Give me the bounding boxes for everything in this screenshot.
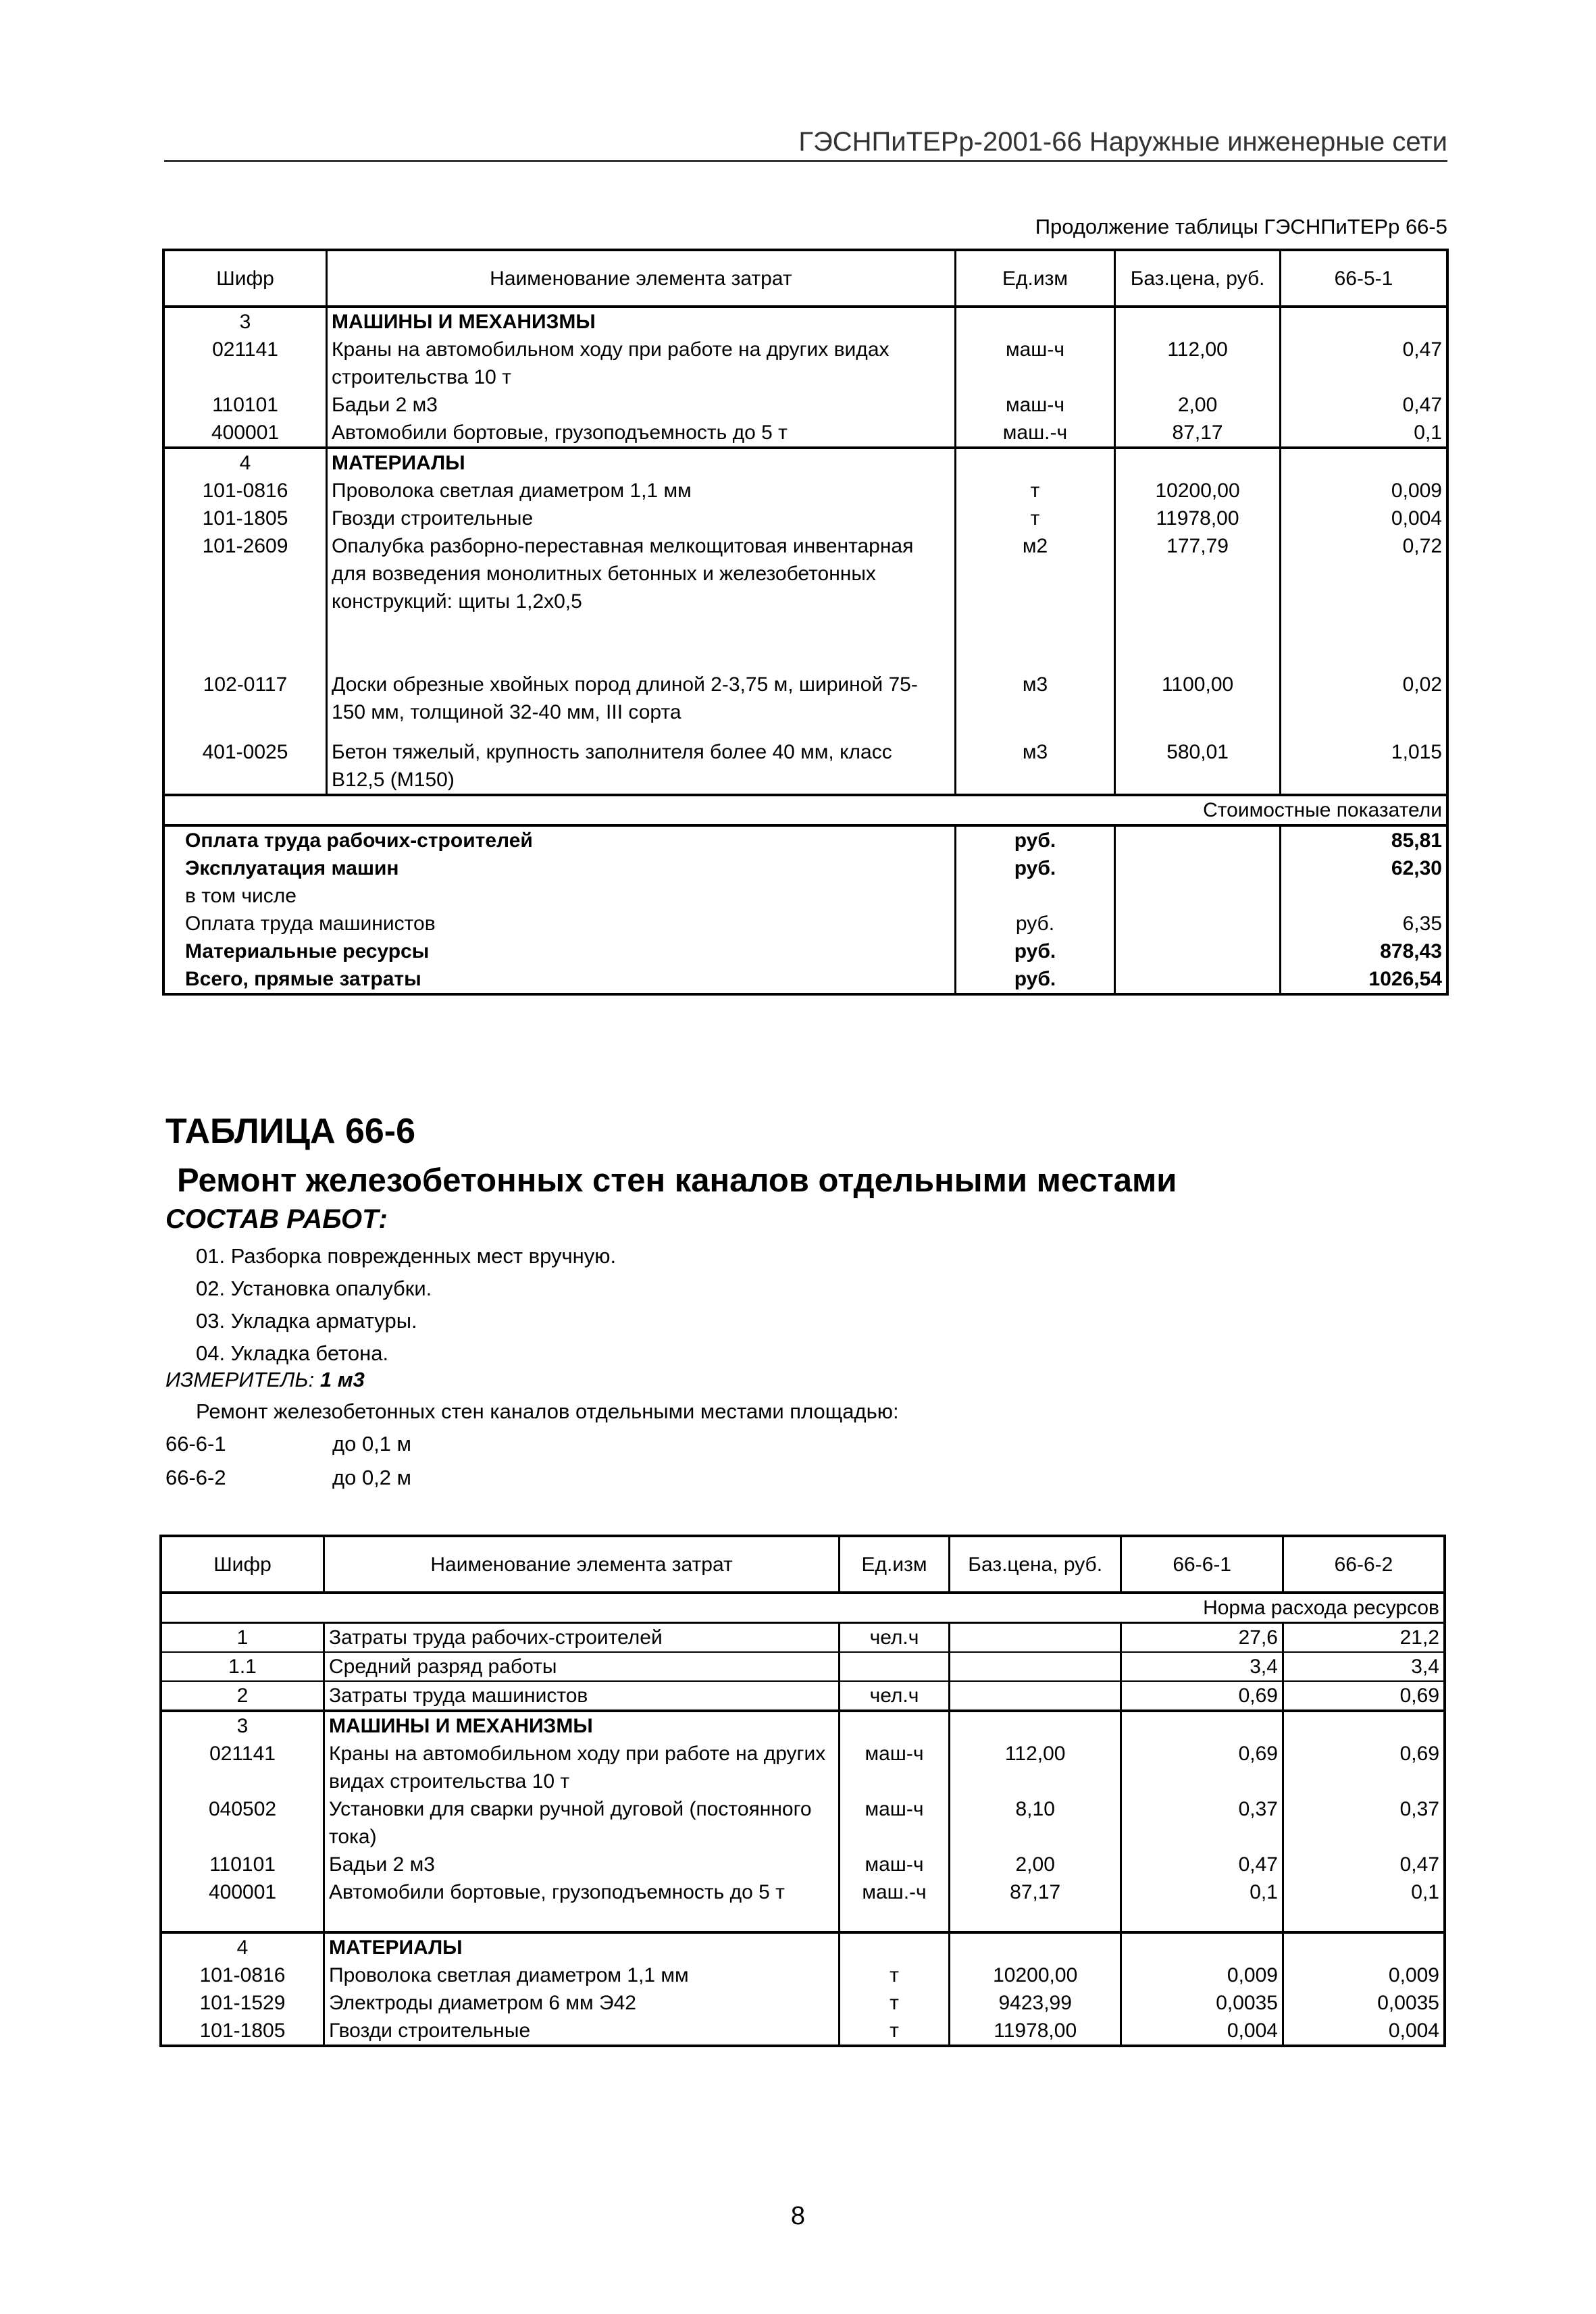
norm-title-row bbox=[161, 1593, 1445, 1623]
unit-cell: чел.ч bbox=[840, 1681, 950, 1711]
unit-cell: т bbox=[840, 1961, 950, 1989]
value-cell: 3,4 bbox=[1283, 1652, 1445, 1681]
value-cell: 0,72 bbox=[1280, 532, 1447, 671]
unit-cell bbox=[840, 1652, 950, 1681]
value-cell bbox=[1280, 448, 1447, 477]
code-cell: 400001 bbox=[163, 419, 327, 448]
value-cell: 0,0035 bbox=[1121, 1989, 1283, 2017]
cost-row bbox=[163, 854, 1447, 882]
name-cell: Проволока светлая диаметром 1,1 мм bbox=[327, 477, 956, 505]
cost-unit-cell bbox=[955, 882, 1115, 910]
empty-cell bbox=[1115, 937, 1281, 965]
price-cell: 10200,00 bbox=[949, 1961, 1121, 1989]
variant-desc: до 0,1 м bbox=[332, 1432, 411, 1456]
value-cell: 0,009 bbox=[1121, 1961, 1283, 1989]
value-cell bbox=[1283, 1932, 1445, 1961]
code-cell: 101-2609 bbox=[163, 532, 327, 671]
empty-cell bbox=[1115, 825, 1281, 854]
value-cell: 0,37 bbox=[1283, 1795, 1445, 1851]
table-continuation-caption: Продолжение таблицы ГЭСНПиТЕРр 66-5 bbox=[1035, 215, 1447, 238]
cost-value-cell bbox=[1280, 882, 1447, 910]
section-row bbox=[163, 448, 1447, 477]
work-list bbox=[196, 1240, 1479, 1370]
cost-unit-cell: руб. bbox=[955, 854, 1115, 882]
table-row bbox=[161, 2017, 1445, 2046]
price-cell: 580,01 bbox=[1115, 738, 1281, 795]
unit-cell: маш-ч bbox=[840, 1795, 950, 1851]
name-cell: Бадьи 2 м3 bbox=[327, 391, 956, 419]
work-item: 01. Разборка поврежденных мест вручную. bbox=[196, 1244, 617, 1268]
empty-cell bbox=[1115, 965, 1281, 994]
name-cell: МАШИНЫ И МЕХАНИЗМЫ bbox=[327, 307, 956, 336]
cost-name-cell: Оплата труда рабочих-строителей bbox=[163, 825, 955, 854]
price-cell: 2,00 bbox=[1115, 391, 1281, 419]
unit-cell: маш.-ч bbox=[955, 419, 1115, 448]
price-cell: 1100,00 bbox=[1115, 671, 1281, 738]
variant-row bbox=[165, 1432, 411, 1456]
name-cell: Бадьи 2 м3 bbox=[324, 1851, 840, 1878]
table-row bbox=[161, 1961, 1445, 1989]
value-cell: 0,1 bbox=[1121, 1878, 1283, 1932]
table-row bbox=[163, 477, 1447, 505]
table-row bbox=[163, 336, 1447, 391]
value-cell: 0,1 bbox=[1283, 1878, 1445, 1932]
resource-table-66-5 bbox=[162, 249, 1449, 996]
value-cell: 0,69 bbox=[1283, 1740, 1445, 1795]
code-cell: 1.1 bbox=[161, 1652, 324, 1681]
work-item: 02. Установка опалубки. bbox=[196, 1277, 432, 1300]
cost-name-cell: Эксплуатация машин bbox=[163, 854, 955, 882]
resource-table-66-6 bbox=[159, 1535, 1446, 2047]
price-cell: 11978,00 bbox=[1115, 505, 1281, 532]
cost-row bbox=[163, 882, 1447, 910]
column-header: Баз.цена, руб. bbox=[1115, 250, 1281, 307]
name-cell: Автомобили бортовые, грузоподъемность до 5 т bbox=[324, 1878, 840, 1932]
table-row bbox=[163, 671, 1447, 738]
column-header: 66-6-1 bbox=[1121, 1536, 1283, 1593]
cost-value-cell: 1026,54 bbox=[1280, 965, 1447, 994]
value-cell bbox=[1283, 1711, 1445, 1740]
cost-name-cell: Всего, прямые затраты bbox=[163, 965, 955, 994]
unit-cell bbox=[955, 307, 1115, 336]
empty-cell bbox=[1115, 882, 1281, 910]
table-row bbox=[161, 1989, 1445, 2017]
column-header: 66-5-1 bbox=[1280, 250, 1447, 307]
value-cell: 0,47 bbox=[1280, 336, 1447, 391]
code-cell: 101-1805 bbox=[161, 2017, 324, 2046]
code-cell: 021141 bbox=[163, 336, 327, 391]
price-cell bbox=[949, 1932, 1121, 1961]
unit-cell: м2 bbox=[955, 532, 1115, 671]
code-cell: 102-0117 bbox=[163, 671, 327, 738]
variant-code: 66-6-1 bbox=[165, 1432, 226, 1456]
table-row bbox=[161, 1681, 1445, 1711]
price-cell: 2,00 bbox=[949, 1851, 1121, 1878]
value-cell: 0,02 bbox=[1280, 671, 1447, 738]
work-item: 03. Укладка арматуры. bbox=[196, 1309, 417, 1333]
measure-value: 1 м3 bbox=[319, 1368, 365, 1391]
price-cell bbox=[949, 1681, 1121, 1711]
value-cell: 3,4 bbox=[1121, 1652, 1283, 1681]
value-cell: 0,47 bbox=[1283, 1851, 1445, 1878]
unit-cell: маш-ч bbox=[840, 1740, 950, 1795]
code-cell: 4 bbox=[161, 1932, 324, 1961]
unit-cell: т bbox=[840, 2017, 950, 2046]
unit-cell: маш.-ч bbox=[840, 1878, 950, 1932]
unit-cell: маш-ч bbox=[955, 391, 1115, 419]
cost-unit-cell: руб. bbox=[955, 965, 1115, 994]
empty-cell bbox=[1115, 854, 1281, 882]
column-header: Ед.изм bbox=[955, 250, 1115, 307]
column-header: Наименование элемента затрат bbox=[327, 250, 956, 307]
cost-row bbox=[163, 910, 1447, 937]
table-row bbox=[161, 1652, 1445, 1681]
code-cell: 401-0025 bbox=[163, 738, 327, 795]
name-cell: МАШИНЫ И МЕХАНИЗМЫ bbox=[324, 1711, 840, 1740]
empty-cell bbox=[1115, 910, 1281, 937]
table-row bbox=[163, 505, 1447, 532]
name-cell: Проволока светлая диаметром 1,1 мм bbox=[324, 1961, 840, 1989]
code-cell: 110101 bbox=[163, 391, 327, 419]
price-cell: 87,17 bbox=[949, 1878, 1121, 1932]
price-cell: 112,00 bbox=[1115, 336, 1281, 391]
cost-title-row bbox=[163, 795, 1447, 825]
unit-cell: маш-ч bbox=[955, 336, 1115, 391]
code-cell: 2 bbox=[161, 1681, 324, 1711]
cost-value-cell: 85,81 bbox=[1280, 825, 1447, 854]
price-cell: 8,10 bbox=[949, 1795, 1121, 1851]
name-cell: Средний разряд работы bbox=[324, 1652, 840, 1681]
unit-cell bbox=[840, 1711, 950, 1740]
code-cell: 101-1805 bbox=[163, 505, 327, 532]
measure-description: Ремонт железобетонных стен каналов отдельными местами площадью: bbox=[196, 1399, 899, 1423]
value-cell: 1,015 bbox=[1280, 738, 1447, 795]
table-row bbox=[161, 1740, 1445, 1795]
cost-unit-cell: руб. bbox=[955, 910, 1115, 937]
value-cell: 0,004 bbox=[1283, 2017, 1445, 2046]
price-cell: 10200,00 bbox=[1115, 477, 1281, 505]
cost-value-cell: 878,43 bbox=[1280, 937, 1447, 965]
value-cell bbox=[1121, 1932, 1283, 1961]
table-header-row bbox=[161, 1536, 1445, 1593]
value-cell: 0,69 bbox=[1283, 1681, 1445, 1711]
unit-cell: м3 bbox=[955, 738, 1115, 795]
code-cell: 1 bbox=[161, 1623, 324, 1653]
table-subtitle: Ремонт железобетонных стен каналов отдельными местами bbox=[177, 1162, 1177, 1199]
name-cell: Электроды диаметром 6 мм Э42 bbox=[324, 1989, 840, 2017]
value-cell: 0,69 bbox=[1121, 1740, 1283, 1795]
price-cell bbox=[949, 1623, 1121, 1653]
name-cell: Автомобили бортовые, грузоподъемность до 5 т bbox=[327, 419, 956, 448]
code-cell: 040502 bbox=[161, 1795, 324, 1851]
value-cell: 0,004 bbox=[1121, 2017, 1283, 2046]
table-row bbox=[161, 1795, 1445, 1851]
table-title: ТАБЛИЦА 66-6 bbox=[165, 1112, 416, 1151]
norm-title-cell: Норма расхода ресурсов bbox=[1121, 1593, 1445, 1623]
work-composition-heading: СОСТАВ РАБОТ: bbox=[165, 1204, 388, 1234]
value-cell: 0,009 bbox=[1283, 1961, 1445, 1989]
value-cell: 0,47 bbox=[1280, 391, 1447, 419]
table-row bbox=[161, 1623, 1445, 1653]
table-row bbox=[163, 391, 1447, 419]
value-cell: 0,69 bbox=[1121, 1681, 1283, 1711]
cost-name-cell: Материальные ресурсы bbox=[163, 937, 955, 965]
code-cell: 101-0816 bbox=[161, 1961, 324, 1989]
value-cell bbox=[1121, 1711, 1283, 1740]
unit-cell bbox=[840, 1932, 950, 1961]
column-header: Ед.изм bbox=[840, 1536, 950, 1593]
value-cell: 0,1 bbox=[1280, 419, 1447, 448]
table-row bbox=[161, 1851, 1445, 1878]
unit-cell: чел.ч bbox=[840, 1623, 950, 1653]
cost-unit-cell: руб. bbox=[955, 825, 1115, 854]
name-cell: Бетон тяжелый, крупность заполнителя более 40 мм, класс B12,5 (M150) bbox=[327, 738, 956, 795]
price-cell bbox=[1115, 307, 1281, 336]
name-cell: Затраты труда рабочих-строителей bbox=[324, 1623, 840, 1653]
column-header: Шифр bbox=[163, 250, 327, 307]
unit-cell: м3 bbox=[955, 671, 1115, 738]
table-row bbox=[163, 532, 1447, 671]
price-cell bbox=[949, 1652, 1121, 1681]
cost-name-cell: Оплата труда машинистов bbox=[163, 910, 955, 937]
value-cell: 0,37 bbox=[1121, 1795, 1283, 1851]
cost-name-cell: в том числе bbox=[163, 882, 955, 910]
value-cell: 21,2 bbox=[1283, 1623, 1445, 1653]
value-cell: 0,47 bbox=[1121, 1851, 1283, 1878]
price-cell bbox=[949, 1711, 1121, 1740]
variant-code: 66-6-2 bbox=[165, 1466, 226, 1489]
name-cell: Затраты труда машинистов bbox=[324, 1681, 840, 1711]
price-cell: 87,17 bbox=[1115, 419, 1281, 448]
work-item: 04. Укладка бетона. bbox=[196, 1341, 389, 1365]
unit-cell: т bbox=[840, 1989, 950, 2017]
unit-cell bbox=[955, 448, 1115, 477]
cost-row bbox=[163, 937, 1447, 965]
table-header-row bbox=[163, 250, 1447, 307]
code-cell: 110101 bbox=[161, 1851, 324, 1878]
column-header: Баз.цена, руб. bbox=[949, 1536, 1121, 1593]
section-row bbox=[161, 1932, 1445, 1961]
cost-unit-cell: руб. bbox=[955, 937, 1115, 965]
unit-cell: т bbox=[955, 477, 1115, 505]
variant-desc: до 0,2 м bbox=[332, 1466, 411, 1489]
unit-cell: маш-ч bbox=[840, 1851, 950, 1878]
price-cell: 9423,99 bbox=[949, 1989, 1121, 2017]
code-cell: 101-1529 bbox=[161, 1989, 324, 2017]
name-cell: Краны на автомобильном ходу при работе на других видах строительства 10 т bbox=[324, 1740, 840, 1795]
measure-label: ИЗМЕРИТЕЛЬ: bbox=[165, 1368, 315, 1391]
page-number: 8 bbox=[790, 2202, 806, 2230]
column-header: 66-6-2 bbox=[1283, 1536, 1445, 1593]
code-cell: 4 bbox=[163, 448, 327, 477]
name-cell: Гвозди строительные bbox=[327, 505, 956, 532]
cost-row bbox=[163, 965, 1447, 994]
unit-cell: т bbox=[955, 505, 1115, 532]
cost-title-cell: Стоимостные показатели bbox=[163, 795, 1447, 825]
name-cell: Установки для сварки ручной дуговой (постоянного тока) bbox=[324, 1795, 840, 1851]
code-cell: 021141 bbox=[161, 1740, 324, 1795]
price-cell: 177,79 bbox=[1115, 532, 1281, 671]
value-cell: 0,0035 bbox=[1283, 1989, 1445, 2017]
value-cell: 27,6 bbox=[1121, 1623, 1283, 1653]
table-row bbox=[163, 738, 1447, 795]
table-row bbox=[163, 419, 1447, 448]
price-cell bbox=[1115, 448, 1281, 477]
code-cell: 101-0816 bbox=[163, 477, 327, 505]
name-cell: МАТЕРИАЛЫ bbox=[327, 448, 956, 477]
name-cell: Опалубка разборно-переставная мелкощитовая инвентарная для возведения монолитных бетонных и железобетонных конструкций: щиты 1,2x0,5 bbox=[327, 532, 956, 671]
value-cell bbox=[1280, 307, 1447, 336]
table-row bbox=[161, 1878, 1445, 1932]
price-cell: 11978,00 bbox=[949, 2017, 1121, 2046]
empty-cell bbox=[161, 1593, 1121, 1623]
cost-value-cell: 6,35 bbox=[1280, 910, 1447, 937]
name-cell: МАТЕРИАЛЫ bbox=[324, 1932, 840, 1961]
column-header: Шифр bbox=[161, 1536, 324, 1593]
cost-value-cell: 62,30 bbox=[1280, 854, 1447, 882]
code-cell: 3 bbox=[163, 307, 327, 336]
cost-row bbox=[163, 825, 1447, 854]
section-row bbox=[163, 307, 1447, 336]
code-cell: 3 bbox=[161, 1711, 324, 1740]
variant-row bbox=[165, 1466, 411, 1490]
code-cell: 400001 bbox=[161, 1878, 324, 1932]
name-cell: Доски обрезные хвойных пород длиной 2-3,75 м, шириной 75-150 мм, толщиной 32-40 мм, III сорта bbox=[327, 671, 956, 738]
column-header: Наименование элемента затрат bbox=[324, 1536, 840, 1593]
running-header: ГЭСНПиТЕРр-2001-66 Наружные инженерные сети bbox=[164, 127, 1447, 162]
measure-line bbox=[165, 1368, 1449, 1392]
value-cell: 0,009 bbox=[1280, 477, 1447, 505]
name-cell: Гвозди строительные bbox=[324, 2017, 840, 2046]
name-cell: Краны на автомобильном ходу при работе на других видах строительства 10 т bbox=[327, 336, 956, 391]
price-cell: 112,00 bbox=[949, 1740, 1121, 1795]
section-row bbox=[161, 1711, 1445, 1740]
value-cell: 0,004 bbox=[1280, 505, 1447, 532]
